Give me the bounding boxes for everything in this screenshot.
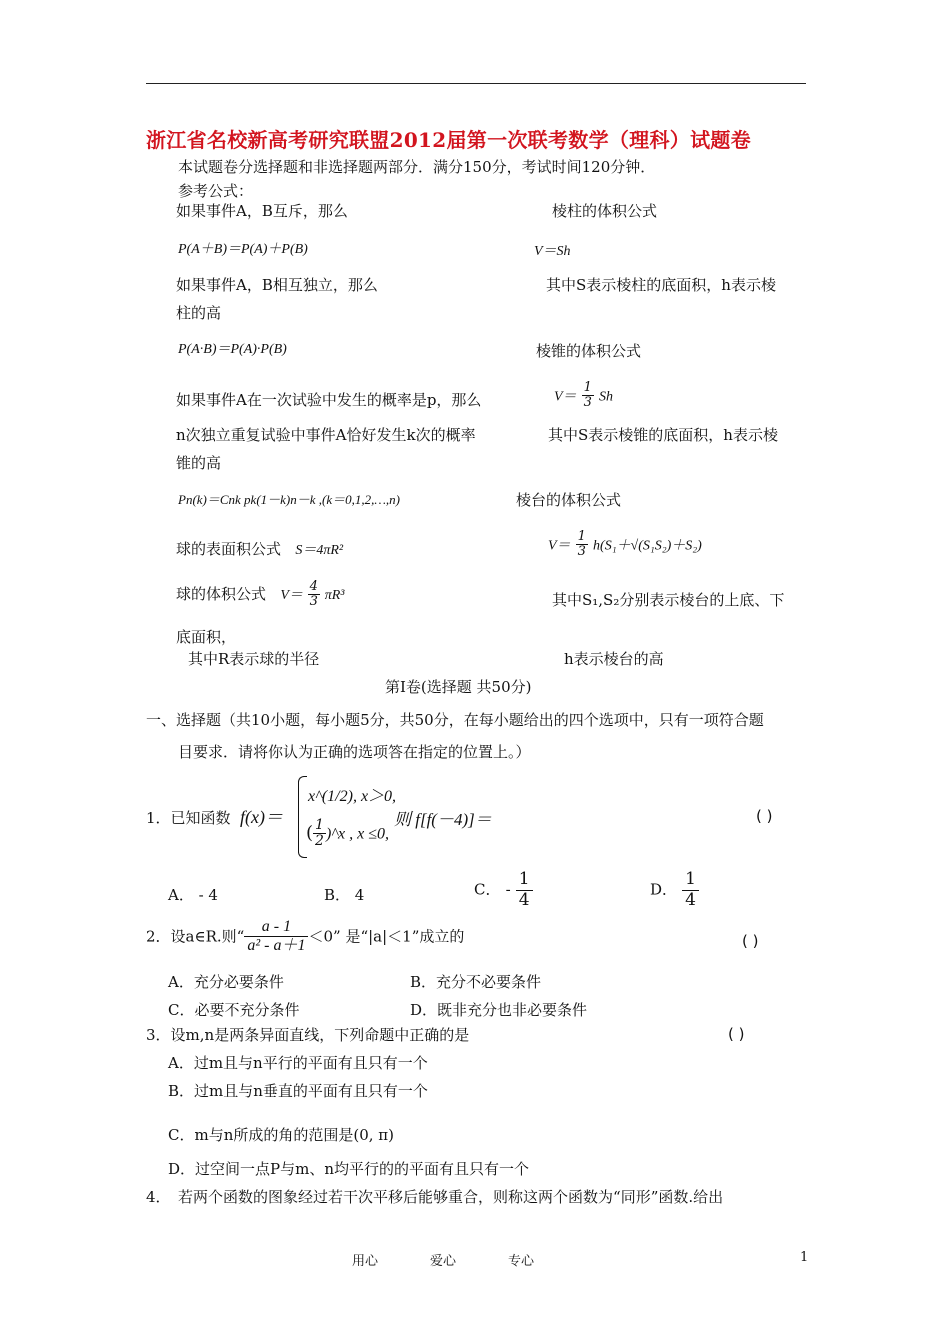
q1-case-2 bbox=[306, 818, 389, 850]
sphere-area-label bbox=[176, 538, 343, 559]
q2-condition: ＜0” 是“|a|＜1”成立的 bbox=[308, 927, 465, 946]
reference-label: 参考公式： bbox=[178, 182, 254, 200]
pyramid-formula bbox=[554, 381, 613, 411]
fraction-numerator: 4 bbox=[309, 579, 318, 594]
q3-stem: 3．设m,n是两条异面直线，下列命题中正确的是 bbox=[146, 1026, 470, 1044]
pyramid-note-2: 锥的高 bbox=[176, 454, 222, 472]
prob-sum-formula: P(A＋B)＝P(A)＋P(B) bbox=[178, 242, 308, 257]
q2-stem: 2．设a∈R.则“ bbox=[146, 927, 245, 946]
frustum-fraction bbox=[576, 530, 588, 560]
q2-option-c[interactable]: C．必要不充分条件 bbox=[168, 1001, 300, 1019]
q1-option-d-fraction bbox=[682, 870, 699, 910]
pyramid-label: 棱锥的体积公式 bbox=[536, 342, 642, 360]
q1-answer-paren: ( ) bbox=[756, 807, 773, 825]
q2-option-a[interactable]: A．充分必要条件 bbox=[168, 973, 284, 991]
section-title: 第Ⅰ卷(选择题 共50分) bbox=[385, 678, 532, 696]
section-instructions-2: 目要求．请将你认为正确的选项答在指定的位置上。） bbox=[178, 743, 531, 761]
fraction-numerator: 1 bbox=[583, 380, 592, 395]
q1-option-d-label: D． bbox=[650, 880, 678, 899]
page-title: 浙江省名校新高考研究联盟2012届第一次联考数学（理科）试题卷 bbox=[146, 128, 751, 152]
header-rule bbox=[146, 83, 806, 84]
binomial-formula: Pn(k)＝Cnk pk(1－k)n－k ,(k＝0,1,2,…,n) bbox=[178, 492, 401, 507]
frustum-note-1: 其中S₁,S₂分别表示棱台的上底、下 bbox=[552, 591, 785, 609]
fraction-denominator: 4 bbox=[518, 889, 530, 910]
fraction-denominator: a² - a＋1 bbox=[247, 937, 306, 955]
open-paren: ( bbox=[306, 822, 314, 844]
q1-option-d[interactable] bbox=[650, 870, 699, 910]
q1-stem: 1．已知函数 bbox=[146, 809, 231, 827]
prism-note-2: 柱的高 bbox=[176, 304, 222, 322]
prob-product-formula: P(A·B)＝P(A)·P(B) bbox=[178, 342, 287, 357]
page-number: 1 bbox=[800, 1250, 809, 1265]
q3-answer-paren: ( ) bbox=[728, 1025, 745, 1043]
frustum-rhs: h(S₁＋√(S₁S₂)＋S₂) bbox=[593, 538, 702, 554]
fraction-numerator: 1 bbox=[516, 870, 533, 891]
section-instructions-1: 一、选择题（共10小题，每小题5分，共50分，在每小题给出的四个选项中，只有一项符合题 bbox=[146, 711, 764, 729]
q3-option-c[interactable]: C．m与n所成的角的范围是(0, π) bbox=[168, 1126, 395, 1144]
sphere-volume-lhs: V＝ bbox=[280, 587, 303, 603]
pyramid-lhs: V＝ bbox=[554, 389, 577, 405]
q2-answer-paren: ( ) bbox=[742, 932, 759, 950]
q2-fraction bbox=[244, 918, 308, 956]
prism-formula: V＝Sh bbox=[534, 244, 571, 259]
q1-case-2-rest: )^x , x ≤0, bbox=[325, 825, 390, 843]
prism-note-1: 其中S表示棱柱的底面积，h表示棱 bbox=[546, 276, 776, 294]
frustum-note-2: 底面积， bbox=[176, 628, 237, 646]
independence-text: 如果事件A，B相互独立，那么 bbox=[176, 276, 378, 294]
frustum-label: 棱台的体积公式 bbox=[516, 491, 622, 509]
q1-option-c-fraction bbox=[516, 870, 533, 910]
q3-option-a[interactable]: A．过m且与n平行的平面有且只有一个 bbox=[168, 1054, 428, 1072]
pyramid-fraction bbox=[582, 381, 594, 411]
minus-sign: - bbox=[505, 880, 511, 899]
page-footer: 用心 爱心 专心 bbox=[352, 1254, 535, 1269]
radius-note: 其中R表示球的半径 bbox=[188, 650, 320, 668]
q1-option-c[interactable] bbox=[474, 870, 533, 910]
fraction-numerator: a - 1 bbox=[244, 918, 308, 937]
sphere-volume-label: 球的体积公式 bbox=[176, 584, 267, 603]
intro-text: 本试题卷分选择题和非选择题两部分．满分150分，考试时间120分钟． bbox=[178, 158, 656, 176]
fraction-denominator: 3 bbox=[309, 594, 318, 610]
n-trials-text: n次独立重复试验中事件A恰好发生k次的概率 bbox=[176, 426, 476, 444]
fraction-denominator: 2 bbox=[315, 833, 324, 850]
q1-case-2-fraction bbox=[313, 818, 326, 850]
q2-option-d[interactable]: D．既非充分也非必要条件 bbox=[410, 1001, 588, 1019]
frustum-note-3: h表示棱台的高 bbox=[564, 650, 664, 668]
q3-option-d[interactable]: D．过空间一点P与m、n均平行的的平面有且只有一个 bbox=[168, 1160, 530, 1178]
q1-option-c-label: C． bbox=[474, 880, 501, 899]
q2-stem-line bbox=[146, 918, 464, 956]
fraction-numerator: 1 bbox=[682, 870, 699, 891]
sphere-area-label-text: 球的表面积公式 bbox=[176, 540, 282, 558]
sphere-volume bbox=[176, 580, 345, 610]
sphere-volume-rhs: πR³ bbox=[324, 587, 345, 603]
q2-option-b[interactable]: B．充分不必要条件 bbox=[410, 973, 542, 991]
fraction-denominator: 3 bbox=[577, 544, 586, 560]
q1-tail: 则 f[f(－4)]＝ bbox=[394, 810, 492, 829]
mutex-text: 如果事件A，B互斥，那么 bbox=[176, 202, 348, 220]
q1-case-1: x^(1/2), x＞0, bbox=[308, 788, 397, 805]
q3-option-b[interactable]: B．过m且与n垂直的平面有且只有一个 bbox=[168, 1082, 428, 1100]
pyramid-rhs: Sh bbox=[599, 389, 614, 405]
fraction-numerator: 1 bbox=[315, 817, 324, 833]
prism-label: 棱柱的体积公式 bbox=[552, 202, 658, 220]
fraction-denominator: 3 bbox=[583, 395, 592, 411]
q1-option-a[interactable]: A． - 4 bbox=[168, 886, 218, 904]
fraction-numerator: 1 bbox=[577, 529, 586, 544]
frustum-formula bbox=[548, 530, 702, 560]
single-trial-text: 如果事件A在一次试验中发生的概率是p，那么 bbox=[176, 391, 482, 409]
frustum-lhs: V＝ bbox=[548, 538, 571, 554]
q1-function-lhs: f(x)＝ bbox=[240, 807, 283, 827]
fraction-denominator: 4 bbox=[685, 889, 696, 910]
q1-option-b[interactable]: B． 4 bbox=[324, 886, 365, 904]
sphere-volume-fraction bbox=[308, 580, 320, 610]
pyramid-note-1: 其中S表示棱锥的底面积，h表示棱 bbox=[548, 426, 778, 444]
q4-stem: 4． 若两个函数的图象经过若干次平移后能够重合，则称这两个函数为“同形”函数.给出 bbox=[146, 1188, 724, 1206]
sphere-area-formula: S＝4πR² bbox=[295, 543, 344, 558]
